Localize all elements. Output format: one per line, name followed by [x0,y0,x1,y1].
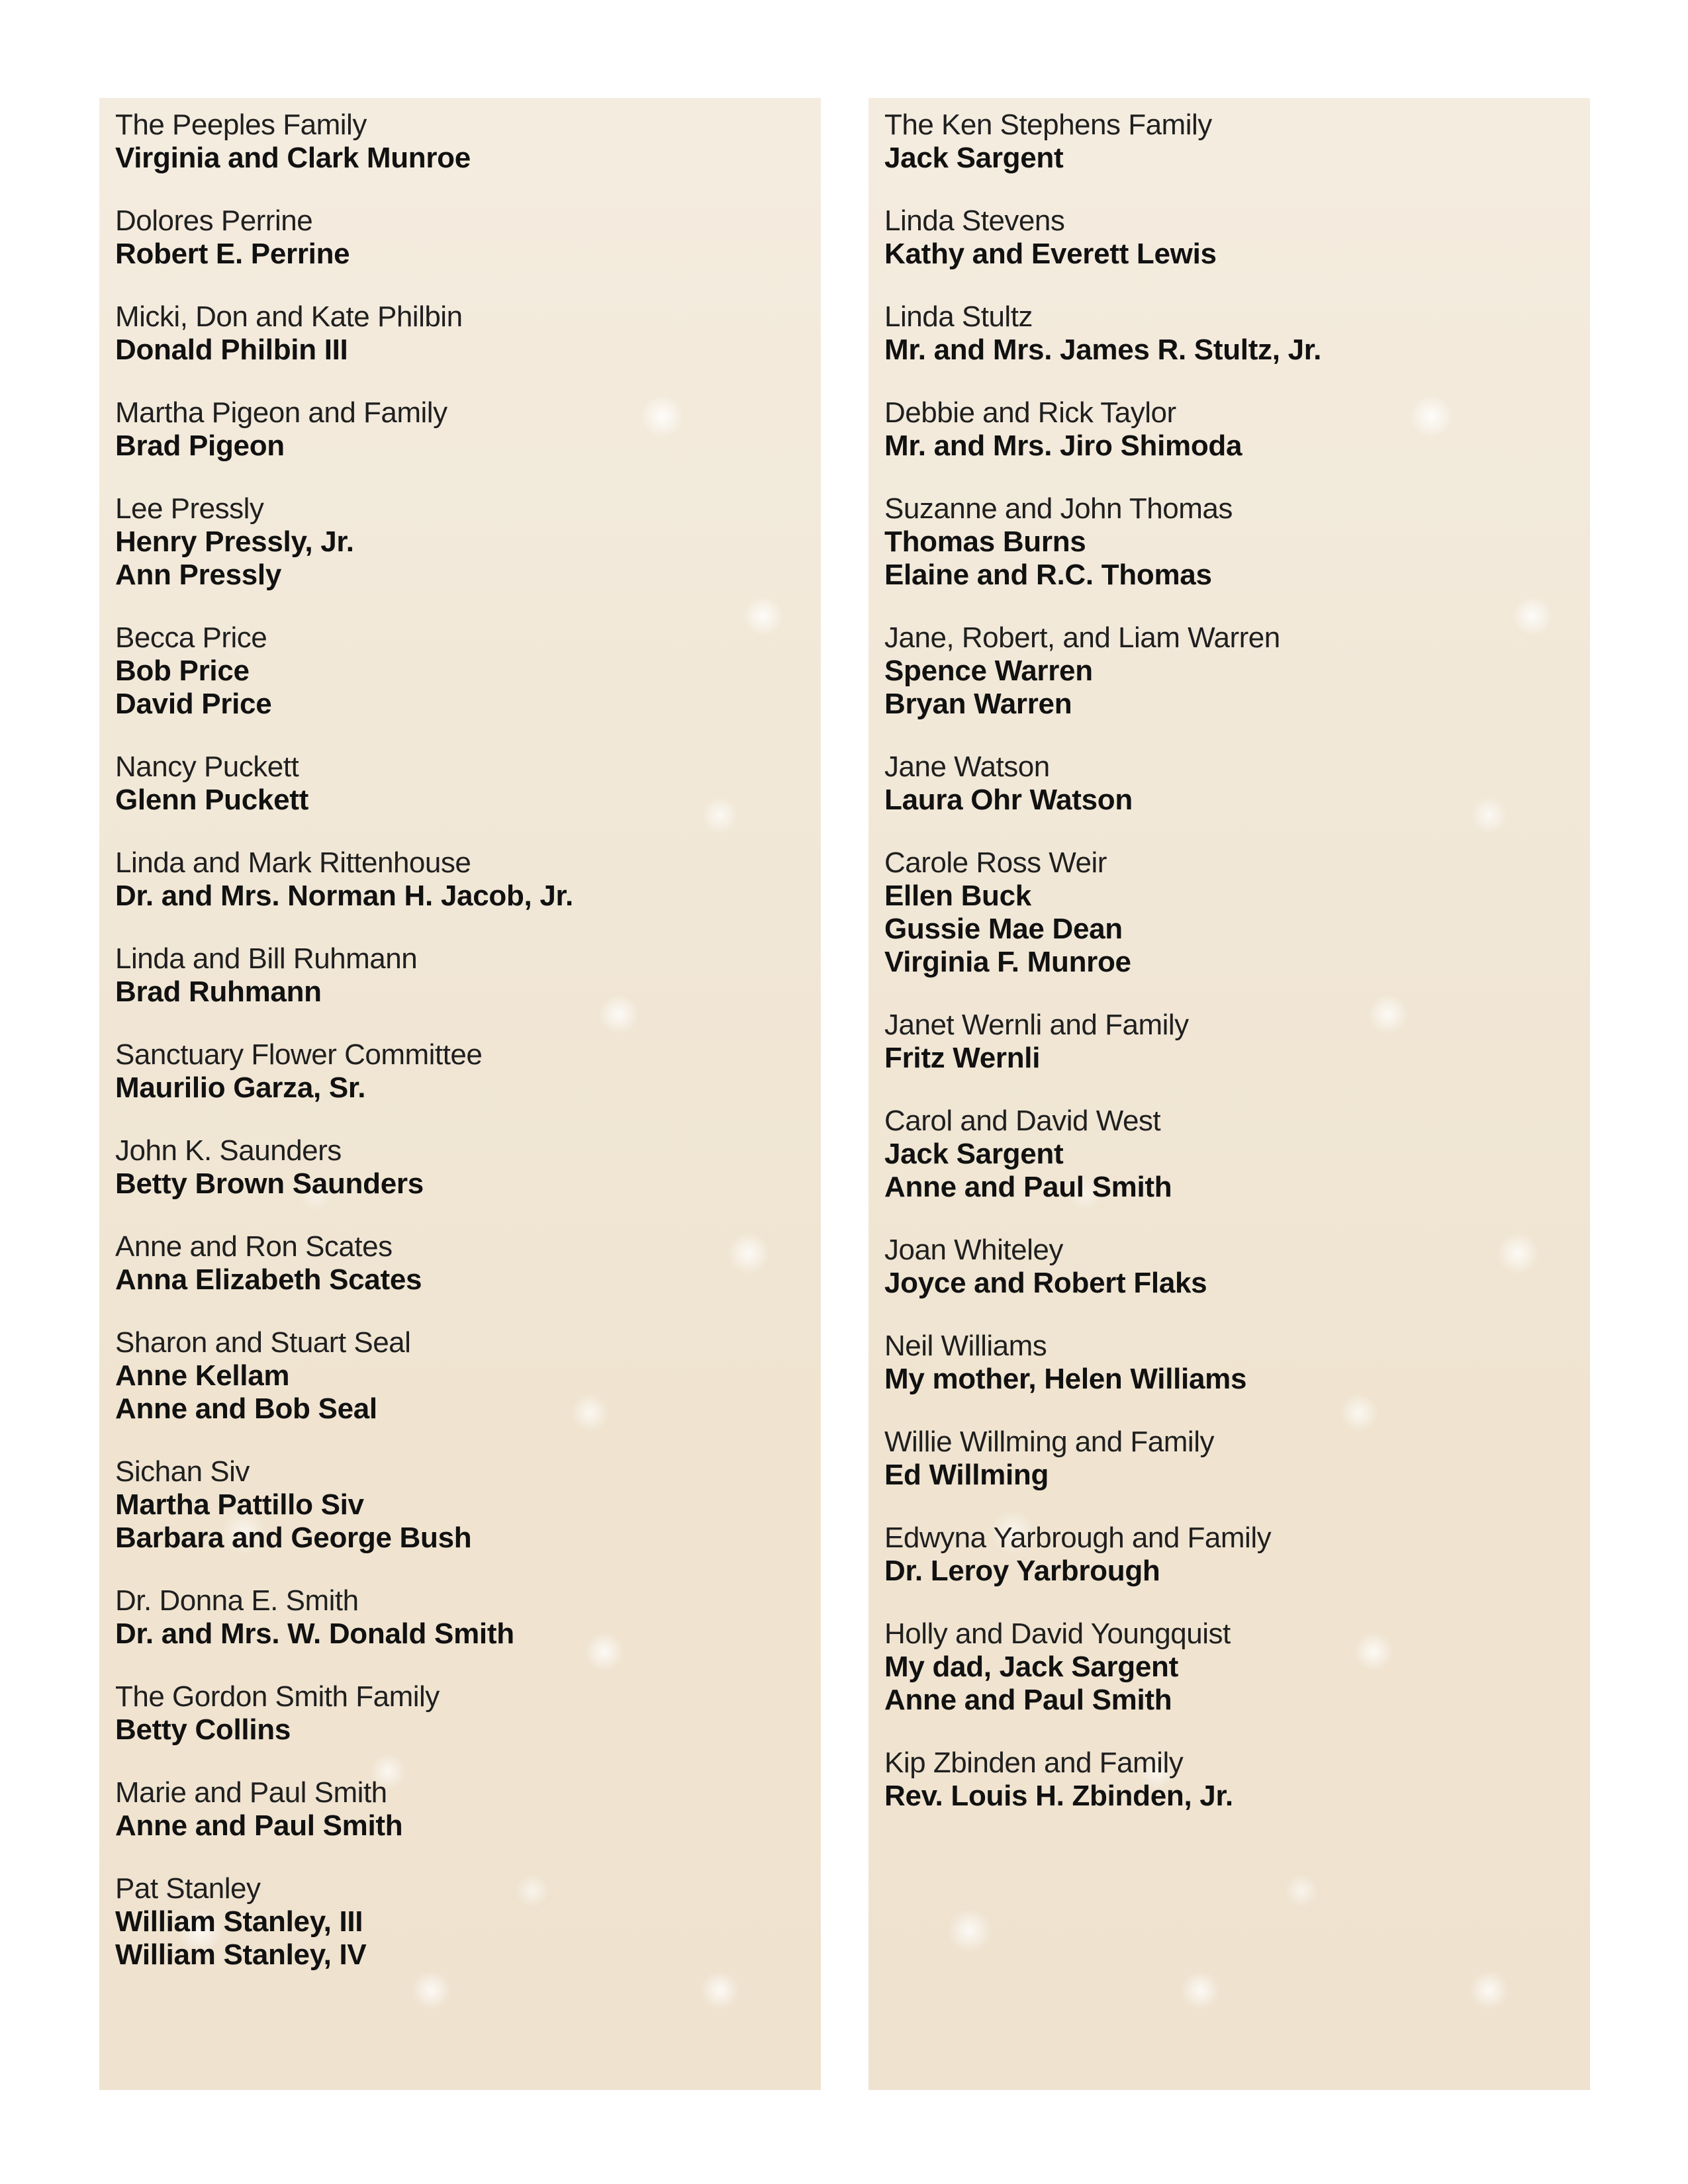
memorial-entry [115,846,808,913]
honoree-name: Robert E. Perrine [115,238,350,270]
memorial-entry [884,396,1577,463]
memorial-entry [115,1680,808,1747]
honoree-name: Anne Kellam [115,1359,290,1392]
giver-name: Carole Ross Weir [884,846,1107,879]
memorial-entry [115,492,808,592]
memorial-entry [884,1426,1577,1492]
giver-name: Jane, Robert, and Liam Warren [884,621,1280,654]
honoree-name: Rev. Louis H. Zbinden, Jr. [884,1780,1233,1812]
giver-name: Micki, Don and Kate Philbin [115,300,463,333]
honoree-name: Virginia and Clark Munroe [115,142,471,174]
memorial-entry [115,1776,808,1843]
giver-name: Marie and Paul Smith [115,1776,387,1809]
memorial-entry [115,205,808,271]
giver-name: The Gordon Smith Family [115,1680,440,1713]
honoree-name: William Stanley, III [115,1905,363,1938]
memorial-entry [115,300,808,367]
memorial-entry [884,1009,1577,1075]
honoree-name: Joyce and Robert Flaks [884,1267,1207,1299]
honoree-name: Ed Willming [884,1459,1049,1491]
honoree-name: Thomas Burns [884,525,1086,558]
giver-name: John K. Saunders [115,1134,342,1167]
giver-name: Holly and David Youngquist [884,1617,1231,1650]
honoree-name: Donald Philbin III [115,334,348,366]
giver-name: Linda and Mark Rittenhouse [115,846,471,879]
honoree-name: Kathy and Everett Lewis [884,238,1217,270]
giver-name: Dolores Perrine [115,205,313,237]
memorial-entry [884,492,1577,592]
honoree-name: Ellen Buck [884,880,1031,912]
giver-name: Lee Pressly [115,492,264,525]
giver-name: Martha Pigeon and Family [115,396,447,429]
honoree-name: Anne and Paul Smith [884,1684,1172,1716]
honoree-name: Brad Ruhmann [115,976,322,1008]
honoree-name: Gussie Mae Dean [884,913,1123,945]
honoree-name: Dr. Leroy Yarbrough [884,1555,1160,1587]
honoree-name: My mother, Helen Williams [884,1363,1247,1395]
right-column-panel [868,98,1590,2090]
memorial-entry [115,1872,808,1972]
memorial-entry [884,1105,1577,1204]
giver-name: Sharon and Stuart Seal [115,1326,411,1359]
memorial-entry [115,621,808,721]
memorial-entry [115,396,808,463]
giver-name: Nancy Puckett [115,751,299,783]
honoree-name: Brad Pigeon [115,430,285,462]
memorial-entry [115,1134,808,1201]
honoree-name: Mr. and Mrs. Jiro Shimoda [884,430,1243,462]
memorial-entry [884,1617,1577,1717]
honoree-name: Elaine and R.C. Thomas [884,559,1212,591]
honoree-name: Virginia F. Munroe [884,946,1131,978]
honoree-name: Dr. and Mrs. W. Donald Smith [115,1617,514,1650]
left-entry-list [115,109,808,2001]
memorial-entry [115,109,808,175]
honoree-name: Betty Brown Saunders [115,1167,424,1200]
memorial-entry [115,1455,808,1555]
memorial-entry [884,300,1577,367]
giver-name: Becca Price [115,621,267,654]
memorial-entry [115,751,808,817]
memorial-entry [115,1230,808,1297]
giver-name: Joan Whiteley [884,1234,1063,1266]
giver-name: Pat Stanley [115,1872,261,1905]
giver-name: Anne and Ron Scates [115,1230,393,1263]
giver-name: Linda Stevens [884,205,1065,237]
left-column-panel [99,98,821,2090]
honoree-name: My dad, Jack Sargent [884,1651,1178,1683]
honoree-name: Jack Sargent [884,1138,1064,1170]
honoree-name: Laura Ohr Watson [884,784,1133,816]
honoree-name: Ann Pressly [115,559,282,591]
right-entry-list [884,109,1577,1843]
honoree-name: Jack Sargent [884,142,1064,174]
memorial-entry [884,1330,1577,1396]
giver-name: Sanctuary Flower Committee [115,1038,483,1071]
memorial-entry [115,1584,808,1651]
giver-name: Edwyna Yarbrough and Family [884,1522,1272,1554]
memorial-entry [115,1326,808,1426]
honoree-name: Mr. and Mrs. James R. Stultz, Jr. [884,334,1322,366]
honoree-name: Maurilio Garza, Sr. [115,1071,366,1104]
memorial-entry [115,942,808,1009]
memorial-entry [884,1234,1577,1300]
memorial-entry [884,1522,1577,1588]
honoree-name: Bob Price [115,655,250,687]
giver-name: Linda and Bill Ruhmann [115,942,418,975]
honoree-name: Fritz Wernli [884,1042,1041,1074]
honoree-name: Anne and Paul Smith [884,1171,1172,1203]
giver-name: Linda Stultz [884,300,1033,333]
giver-name: Carol and David West [884,1105,1161,1137]
memorial-entry [884,205,1577,271]
honoree-name: Anna Elizabeth Scates [115,1263,422,1296]
giver-name: The Peeples Family [115,109,367,141]
honoree-name: Dr. and Mrs. Norman H. Jacob, Jr. [115,880,573,912]
honoree-name: Spence Warren [884,655,1093,687]
honoree-name: Anne and Bob Seal [115,1392,377,1425]
honoree-name: Anne and Paul Smith [115,1809,403,1842]
giver-name: Suzanne and John Thomas [884,492,1233,525]
giver-name: Dr. Donna E. Smith [115,1584,359,1617]
giver-name: Jane Watson [884,751,1050,783]
honoree-name: Bryan Warren [884,688,1072,720]
giver-name: Sichan Siv [115,1455,250,1488]
memorial-entry [884,621,1577,721]
memorial-entry [884,751,1577,817]
giver-name: Debbie and Rick Taylor [884,396,1176,429]
giver-name: Willie Willming and Family [884,1426,1214,1458]
honoree-name: Betty Collins [115,1713,291,1746]
giver-name: Neil Williams [884,1330,1047,1362]
honoree-name: Henry Pressly, Jr. [115,525,354,558]
honoree-name: Martha Pattillo Siv [115,1488,364,1521]
giver-name: Janet Wernli and Family [884,1009,1189,1041]
memorial-entry [884,1747,1577,1813]
honoree-name: David Price [115,688,272,720]
honoree-name: William Stanley, IV [115,1938,367,1971]
giver-name: The Ken Stephens Family [884,109,1212,141]
giver-name: Kip Zbinden and Family [884,1747,1184,1779]
memorial-entry [884,109,1577,175]
memorial-entry [115,1038,808,1105]
honoree-name: Glenn Puckett [115,784,308,816]
memorial-entry [884,846,1577,979]
honoree-name: Barbara and George Bush [115,1522,472,1554]
